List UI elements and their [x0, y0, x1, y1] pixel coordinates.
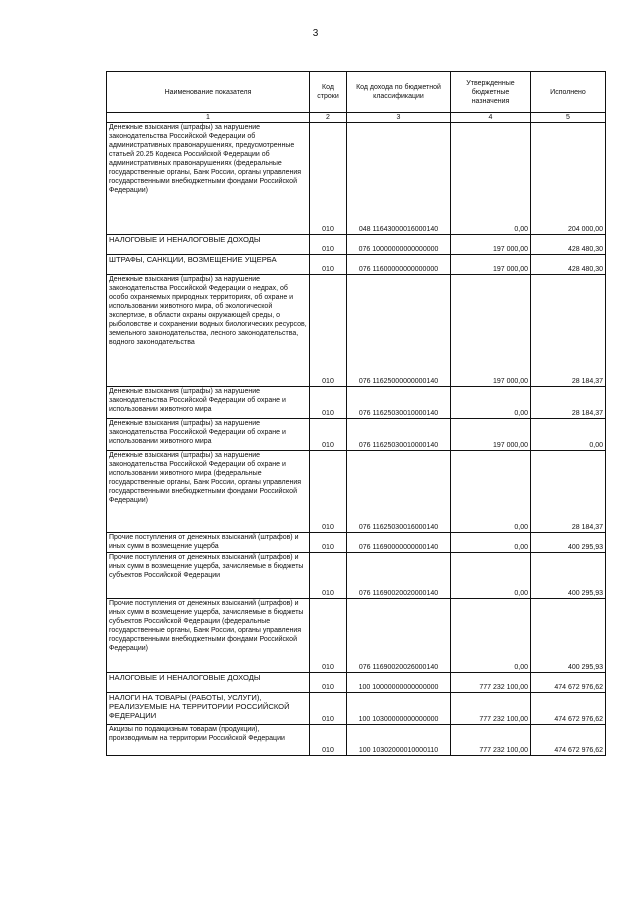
- indicator-name-cell: Прочие поступления от денежных взысканий (штрафов) и иных сумм в возмещение ущерба: [107, 533, 310, 553]
- table-row: [107, 451, 606, 533]
- executed-amount-cell: 474 672 976,62: [531, 725, 606, 756]
- column-number: 5: [531, 113, 606, 123]
- approved-amount-cell: 777 232 100,00: [451, 693, 531, 725]
- column-number: 1: [107, 113, 310, 123]
- executed-amount-cell: 28 184,37: [531, 451, 606, 533]
- line-code-cell: 010: [310, 725, 347, 756]
- table-row: [107, 553, 606, 599]
- approved-amount-cell: 0,00: [451, 387, 531, 419]
- table-row: [107, 533, 606, 553]
- executed-amount-cell: 28 184,37: [531, 387, 606, 419]
- table-row: [107, 419, 606, 451]
- indicator-name-cell: Денежные взыскания (штрафы) за нарушение законодательства Российской Федерации о недрах, об особо охраняемых природных территориях, об охране и использовании животного мира, об экологической экспертизе, в области охраны окружающей среды, о рыболовстве и сохранении водных биологических ресурсов, земельного законодательства, лесного законодательства, водного законодательства: [107, 275, 310, 387]
- approved-amount-cell: 197 000,00: [451, 255, 531, 275]
- approved-amount-cell: 197 000,00: [451, 235, 531, 255]
- table-row: [107, 123, 606, 235]
- column-number: 4: [451, 113, 531, 123]
- indicator-name-cell: Прочие поступления от денежных взысканий (штрафов) и иных сумм в возмещение ущерба, зачисляемые в бюджеты субъектов Российской Федерации (федеральные государственные органы, Банк России, органы управления государственными внебюджетными фондами Российской Федерации): [107, 599, 310, 673]
- income-code-cell: 076 11625030010000140: [347, 387, 451, 419]
- line-code-cell: 010: [310, 693, 347, 725]
- table-row: [107, 693, 606, 725]
- income-code-cell: 048 11643000016000140: [347, 123, 451, 235]
- indicator-name-cell: НАЛОГИ НА ТОВАРЫ (РАБОТЫ, УСЛУГИ), РЕАЛИЗУЕМЫЕ НА ТЕРРИТОРИИ РОССИЙСКОЙ ФЕДЕРАЦИИ: [107, 693, 310, 725]
- line-code-cell: 010: [310, 235, 347, 255]
- table-body: [107, 123, 606, 756]
- header-approved: Утвержденные бюджетные назначения: [451, 72, 531, 113]
- executed-amount-cell: 428 480,30: [531, 235, 606, 255]
- line-code-cell: 010: [310, 533, 347, 553]
- executed-amount-cell: 0,00: [531, 419, 606, 451]
- line-code-cell: 010: [310, 419, 347, 451]
- indicator-name-cell: Денежные взыскания (штрафы) за нарушение законодательства Российской Федерации об административных правонарушениях, предусмотренные статьей 20.25 Кодекса Российской Федерации об административных правонарушениях (федеральные государственные органы, Банк России, органы управления государственными внебюджетными фондами Российской Федерации): [107, 123, 310, 235]
- indicator-name-cell: Денежные взыскания (штрафы) за нарушение законодательства Российской Федерации об охране и использовании животного мира: [107, 419, 310, 451]
- approved-amount-cell: 197 000,00: [451, 419, 531, 451]
- income-code-cell: 100 10300000000000000: [347, 693, 451, 725]
- executed-amount-cell: 474 672 976,62: [531, 673, 606, 693]
- approved-amount-cell: 777 232 100,00: [451, 725, 531, 756]
- income-code-cell: 076 11625030016000140: [347, 451, 451, 533]
- indicator-name-cell: Денежные взыскания (штрафы) за нарушение законодательства Российской Федерации об охране и использовании животного мира (федеральные государственные органы, Банк России, органы управления государственными внебюджетными фондами Российской Федерации): [107, 451, 310, 533]
- line-code-cell: 010: [310, 255, 347, 275]
- executed-amount-cell: 204 000,00: [531, 123, 606, 235]
- income-code-cell: 076 11600000000000000: [347, 255, 451, 275]
- indicator-name-cell: НАЛОГОВЫЕ И НЕНАЛОГОВЫЕ ДОХОДЫ: [107, 235, 310, 255]
- indicator-name-cell: НАЛОГОВЫЕ И НЕНАЛОГОВЫЕ ДОХОДЫ: [107, 673, 310, 693]
- column-number: 3: [347, 113, 451, 123]
- table-row: [107, 725, 606, 756]
- executed-amount-cell: 400 295,93: [531, 533, 606, 553]
- table-row: [107, 387, 606, 419]
- line-code-cell: 010: [310, 123, 347, 235]
- line-code-cell: 010: [310, 553, 347, 599]
- income-code-cell: 076 11625000000000140: [347, 275, 451, 387]
- income-code-cell: 076 10000000000000000: [347, 235, 451, 255]
- approved-amount-cell: 0,00: [451, 533, 531, 553]
- executed-amount-cell: 400 295,93: [531, 599, 606, 673]
- income-code-cell: 076 11690020020000140: [347, 553, 451, 599]
- line-code-cell: 010: [310, 599, 347, 673]
- approved-amount-cell: 777 232 100,00: [451, 673, 531, 693]
- budget-execution-table: [106, 71, 606, 756]
- line-code-cell: 010: [310, 451, 347, 533]
- indicator-name-cell: Денежные взыскания (штрафы) за нарушение законодательства Российской Федерации об охране и использовании животного мира: [107, 387, 310, 419]
- approved-amount-cell: 197 000,00: [451, 275, 531, 387]
- approved-amount-cell: 0,00: [451, 123, 531, 235]
- table-row: [107, 673, 606, 693]
- income-code-cell: 076 11690020026000140: [347, 599, 451, 673]
- income-code-cell: 100 10302000010000110: [347, 725, 451, 756]
- header-executed: Исполнено: [531, 72, 606, 113]
- header-line-code: Код строки: [310, 72, 347, 113]
- table-row: [107, 255, 606, 275]
- executed-amount-cell: 428 480,30: [531, 255, 606, 275]
- header-indicator-name: Наименование показателя: [107, 72, 310, 113]
- approved-amount-cell: 0,00: [451, 599, 531, 673]
- table-row: [107, 599, 606, 673]
- indicator-name-cell: Акцизы по подакцизным товарам (продукции), производимым на территории Российской Федерации: [107, 725, 310, 756]
- line-code-cell: 010: [310, 275, 347, 387]
- income-code-cell: 076 11690000000000140: [347, 533, 451, 553]
- column-number-row: [107, 113, 606, 123]
- line-code-cell: 010: [310, 387, 347, 419]
- indicator-name-cell: ШТРАФЫ, САНКЦИИ, ВОЗМЕЩЕНИЕ УЩЕРБА: [107, 255, 310, 275]
- indicator-name-cell: Прочие поступления от денежных взысканий (штрафов) и иных сумм в возмещение ущерба, зачисляемые в бюджеты субъектов Российской Федерации: [107, 553, 310, 599]
- header-row: [107, 72, 606, 113]
- income-code-cell: 100 10000000000000000: [347, 673, 451, 693]
- executed-amount-cell: 400 295,93: [531, 553, 606, 599]
- approved-amount-cell: 0,00: [451, 451, 531, 533]
- income-code-cell: 076 11625030010000140: [347, 419, 451, 451]
- executed-amount-cell: 474 672 976,62: [531, 693, 606, 725]
- header-income-code: Код дохода по бюджетной классификации: [347, 72, 451, 113]
- column-number: 2: [310, 113, 347, 123]
- table-row: [107, 275, 606, 387]
- line-code-cell: 010: [310, 673, 347, 693]
- executed-amount-cell: 28 184,37: [531, 275, 606, 387]
- approved-amount-cell: 0,00: [451, 553, 531, 599]
- table-row: [107, 235, 606, 255]
- page-number: 3: [312, 28, 319, 39]
